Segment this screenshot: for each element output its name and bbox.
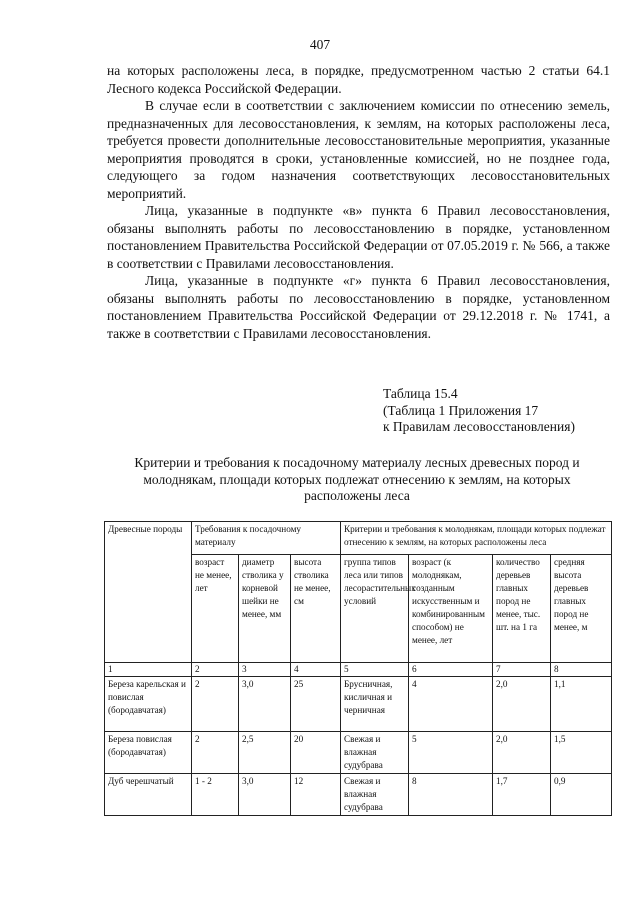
table-title: Критерии и требования к посадочному материалу лесных древесных пород и молоднякам, площади которых подлежат отнесению к землям, на которых расположены леса — [134, 455, 580, 503]
cell-age: 2 — [192, 677, 239, 732]
cell-species: Дуб черешчатый — [105, 774, 192, 816]
cell-tree-count: 1,7 — [493, 774, 551, 816]
column-number: 7 — [493, 663, 551, 677]
subheader-diameter: диаметр стволика у корневой шейки не менее, мм — [239, 555, 291, 663]
criteria-table — [104, 521, 612, 816]
cell-species: Береза карельская и повислая (бородавчатая) — [105, 677, 192, 732]
cell-forest-type: Свежая и влажная судубрава — [341, 732, 409, 774]
cell-forest-type: Брусничная, кисличная и черничная — [341, 677, 409, 732]
cell-average-height: 0,9 — [551, 774, 612, 816]
table-reference-source: к Правилам лесовосстановления) — [383, 419, 575, 434]
cell-tree-count: 2,0 — [493, 677, 551, 732]
paragraph: Лица, указанные в подпункте «г» пункта 6 Правил лесовосстановления, обязаны выполнять работы по лесовосстановлению в порядке, установленном постановлением Правительства Российской Федерации от 29.12.2018 г. № 1741, а также в соответствии с Правилами лесовосстановления. — [107, 273, 610, 341]
cell-average-height: 1,1 — [551, 677, 612, 732]
cell-young-age: 4 — [409, 677, 493, 732]
cell-diameter: 3,0 — [239, 677, 291, 732]
cell-height: 20 — [291, 732, 341, 774]
body-text — [107, 62, 610, 342]
table-caption — [383, 386, 575, 436]
subheader-average-height: средняя высота деревьев главных пород не менее, м — [551, 555, 612, 663]
cell-species: Береза повислая (бородавчатая) — [105, 732, 192, 774]
cell-average-height: 1,5 — [551, 732, 612, 774]
subheader-forest-type: группа типов леса или типов лесорастительных условий — [341, 555, 409, 663]
cell-height: 25 — [291, 677, 341, 732]
column-number: 1 — [105, 663, 192, 677]
subheader-height: высота стволика не менее, см — [291, 555, 341, 663]
column-number: 3 — [239, 663, 291, 677]
column-numbers-row — [105, 663, 612, 677]
cell-forest-type: Свежая и влажная судубрава — [341, 774, 409, 816]
table-number: Таблица 15.4 — [383, 386, 458, 401]
table-row — [105, 774, 612, 816]
cell-tree-count: 2,0 — [493, 732, 551, 774]
column-number: 4 — [291, 663, 341, 677]
header-species: Древесные породы — [105, 522, 192, 663]
column-number: 2 — [192, 663, 239, 677]
table-row — [105, 732, 612, 774]
page-number: 407 — [309, 37, 331, 52]
cell-height: 12 — [291, 774, 341, 816]
header-planting-material: Требования к посадочному материалу — [192, 522, 341, 555]
subheader-age: возраст не менее, лет — [192, 555, 239, 663]
table-header-row — [105, 522, 612, 555]
paragraph: Лица, указанные в подпункте «в» пункта 6 Правил лесовосстановления, обязаны выполнять работы по лесовосстановлению в порядке, установленном постановлением Правительства Российской Федерации от 07.05.2019 г. № 566, а также в соответствии с Правилами лесовосстановления. — [107, 203, 610, 271]
cell-young-age: 5 — [409, 732, 493, 774]
header-young-stands: Критерии и требования к молоднякам, площади которых подлежат отнесению к землям, на которых расположены леса — [341, 522, 612, 555]
column-number: 6 — [409, 663, 493, 677]
paragraph: В случае если в соответствии с заключением комиссии по отнесению земель, предназначенных для лесовосстановления, к землям, на которых расположены леса, требуется провести дополнительные лесовосстановительные мероприятия, указанные мероприятия проводятся в сроки, установленные комиссией, но не позднее года, следующего за годом назначения соответствующих лесовосстановительных мероприятий. — [107, 98, 610, 201]
cell-age: 2 — [192, 732, 239, 774]
subheader-young-age: возраст (к молоднякам, созданным искусственным и комбинированным способом) не менее, лет — [409, 555, 493, 663]
column-number: 8 — [551, 663, 612, 677]
table-reference: (Таблица 1 Приложения 17 — [383, 402, 539, 418]
cell-age: 1 - 2 — [192, 774, 239, 816]
paragraph: на которых расположены леса, в порядке, предусмотренном частью 2 статьи 64.1 Лесного кодекса Российской Федерации. — [107, 63, 610, 96]
cell-young-age: 8 — [409, 774, 493, 816]
column-number: 5 — [341, 663, 409, 677]
table-row — [105, 677, 612, 732]
cell-diameter: 3,0 — [239, 774, 291, 816]
cell-diameter: 2,5 — [239, 732, 291, 774]
subheader-tree-count: количество деревьев главных пород не менее, тыс. шт. на 1 га — [493, 555, 551, 663]
